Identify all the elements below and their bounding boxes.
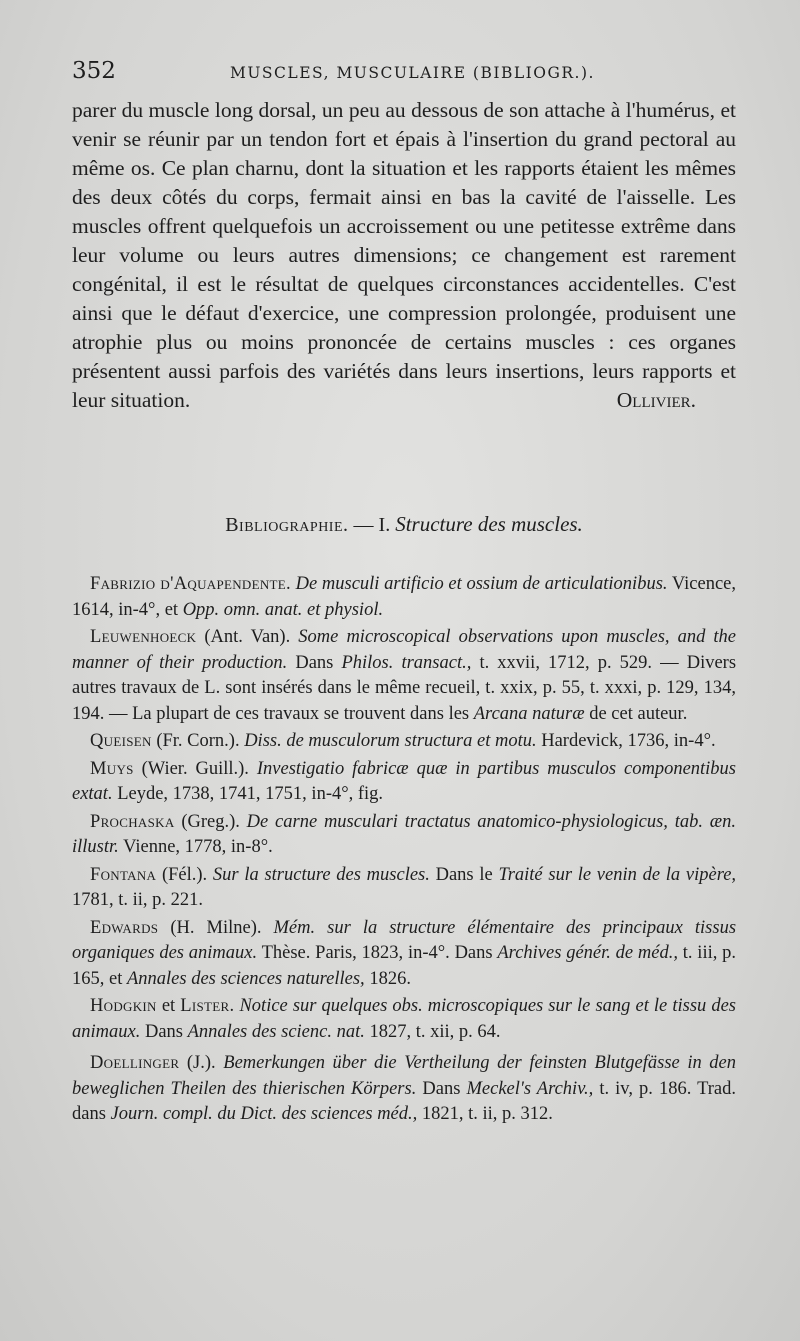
bib-details: Dans	[422, 1078, 461, 1099]
bib-author: Muys	[90, 758, 134, 779]
bib-author-extra: et	[161, 996, 176, 1016]
bib-entry	[72, 625, 736, 727]
bib-details: Dans	[144, 1021, 183, 1042]
bib-author-extra: (J.).	[186, 1053, 216, 1073]
bib-title: Philos. transact.,	[341, 652, 472, 673]
section-number: — I.	[353, 514, 391, 536]
bib-title: Some microscopical observations upon muscles, and the manner of their production.	[72, 627, 737, 673]
bib-entry	[72, 810, 736, 861]
bib-author-extra: (Fél.).	[161, 864, 208, 885]
page-header	[72, 58, 732, 88]
bib-author-extra: (Greg.).	[181, 811, 240, 832]
bib-title: Mém. sur la structure élémentaire des principaux tissus organiques des animaux.	[72, 917, 737, 963]
bib-entry	[72, 729, 736, 755]
bib-title: Archives génér. de méd.,	[497, 943, 678, 963]
bib-title: Annales des scienc. nat.	[187, 1021, 365, 1042]
bib-title: Sur la structure des muscles.	[212, 864, 430, 885]
bib-title: Arcana naturæ	[473, 703, 585, 724]
bib-title: Meckel's Archiv.,	[466, 1078, 594, 1099]
bib-title: De carne musculari tractatus anatomico-physiologicus, tab. æn. illustr.	[72, 811, 736, 857]
bib-entry	[72, 916, 736, 993]
bib-details: Vicence, 1614, in-4°, et	[72, 574, 736, 620]
paragraph-text: parer du muscle long dorsal, un peu au dessous de son attache à l'humérus, et venir se réunir par un tendon fort et épais à l'insertion du grand pectoral au même os. Ce plan charnu, dont la situation et les rapports étaient les mêmes des deux côtés du corps, fermait ainsi en bas la cavité de l'aisselle. Les muscles offrent quelquefois un accroissement ou une petitesse extrême dans leur volume ou leurs autres dimensions; ce changement est rarement congénital, il est le résultat de quelques circonstances accidentelles. C'est ainsi que le défaut d'exercice, une compression prolongée, produisent une atrophie plus ou moins prononcée de certains muscles : ces organes présentent aussi parfois des variétés dans leurs insertions, leurs rapports et leur situation.	[72, 98, 736, 412]
bib-details: Dans le	[435, 864, 493, 885]
bib-details: Leyde, 1738, 1741, 1751, in-4°, fig.	[117, 784, 384, 804]
bib-title: Diss. de musculorum structura et motu.	[244, 731, 537, 751]
bibliography-list	[72, 572, 736, 1130]
section-heading	[72, 512, 736, 537]
bib-author-extra: (Ant. Van).	[204, 627, 291, 647]
bib-entry	[72, 757, 736, 808]
running-title: MUSCLES, MUSCULAIRE (BIBLIOGR.).	[230, 64, 595, 82]
bib-title: Traité sur le venin de la vipère,	[498, 864, 737, 885]
bib-entry	[72, 863, 736, 914]
bib-title: Investigatio fabricæ quæ in partibus musculos componentibus extat.	[72, 758, 737, 804]
bib-author: Fabrizio d'Aquapendente.	[90, 574, 291, 594]
section-label: Bibliographie.	[225, 514, 349, 536]
bib-author: Doellinger	[90, 1053, 180, 1073]
bib-author: Edwards	[90, 917, 159, 938]
bib-title: Notice sur quelques obs. microscopiques sur le sang et le tissu des animaux.	[72, 996, 737, 1042]
author-signature: Ollivier.	[616, 388, 696, 412]
section-title: Structure des muscles.	[395, 512, 583, 536]
bib-entry	[72, 1051, 736, 1128]
bib-details: t. iv, p. 186. Trad. dans	[72, 1078, 736, 1124]
bib-title: Journ. compl. du Dict. des sciences méd.,	[110, 1104, 418, 1124]
bib-details: Vienne, 1778, in-8°.	[123, 837, 273, 857]
bib-details: 1781, t. ii, p. 221.	[72, 890, 204, 910]
bib-title: Annales des sciences naturelles,	[126, 968, 365, 989]
bib-details: de cet auteur.	[589, 703, 688, 724]
bib-details: t. xxvii, 1712, p. 529. — Divers autres travaux de L. sont insérés dans le même recueil, t. xxix, p. 55, t. xxxi, p. 129, 134, 194. — La plupart de ces travaux se trouvent dans les	[72, 652, 737, 724]
bib-author: Prochaska	[90, 811, 175, 832]
bib-details: 1826.	[369, 968, 411, 989]
bib-details: Hardevick, 1736, in-4°.	[541, 731, 716, 751]
bib-title: Opp. omn. anat. et physiol.	[182, 599, 384, 620]
bib-author-extra: (Fr. Corn.).	[156, 731, 240, 751]
bib-author: Fontana	[90, 864, 157, 885]
bib-details: Dans	[295, 652, 334, 673]
bib-author-extra: (H. Milne).	[170, 917, 262, 938]
bib-title: De musculi artificio et ossium de articulationibus.	[295, 574, 668, 594]
bib-details: Thèse. Paris, 1823, in-4°. Dans	[261, 943, 493, 963]
page-number: 352	[72, 58, 116, 84]
bib-entry	[72, 994, 736, 1045]
bib-details: 1821, t. ii, p. 312.	[421, 1104, 553, 1124]
bib-author: Queisen	[90, 731, 152, 751]
bib-author: Hodgkin	[90, 996, 157, 1016]
bib-title: Bemerkungen über die Vertheilung der feinsten Blutgefässe in den beweglichen Theilen des thierischen Körpers.	[72, 1053, 737, 1099]
bib-author: Leuwenhoeck	[90, 627, 197, 647]
body-paragraph	[72, 96, 736, 415]
bib-entry	[72, 572, 736, 623]
bib-author: Lister.	[180, 996, 235, 1016]
bib-author-extra: (Wier. Guill.).	[141, 758, 249, 779]
bib-details: 1827, t. xii, p. 64.	[369, 1021, 501, 1042]
bib-details: t. iii, p. 165, et	[72, 943, 737, 989]
